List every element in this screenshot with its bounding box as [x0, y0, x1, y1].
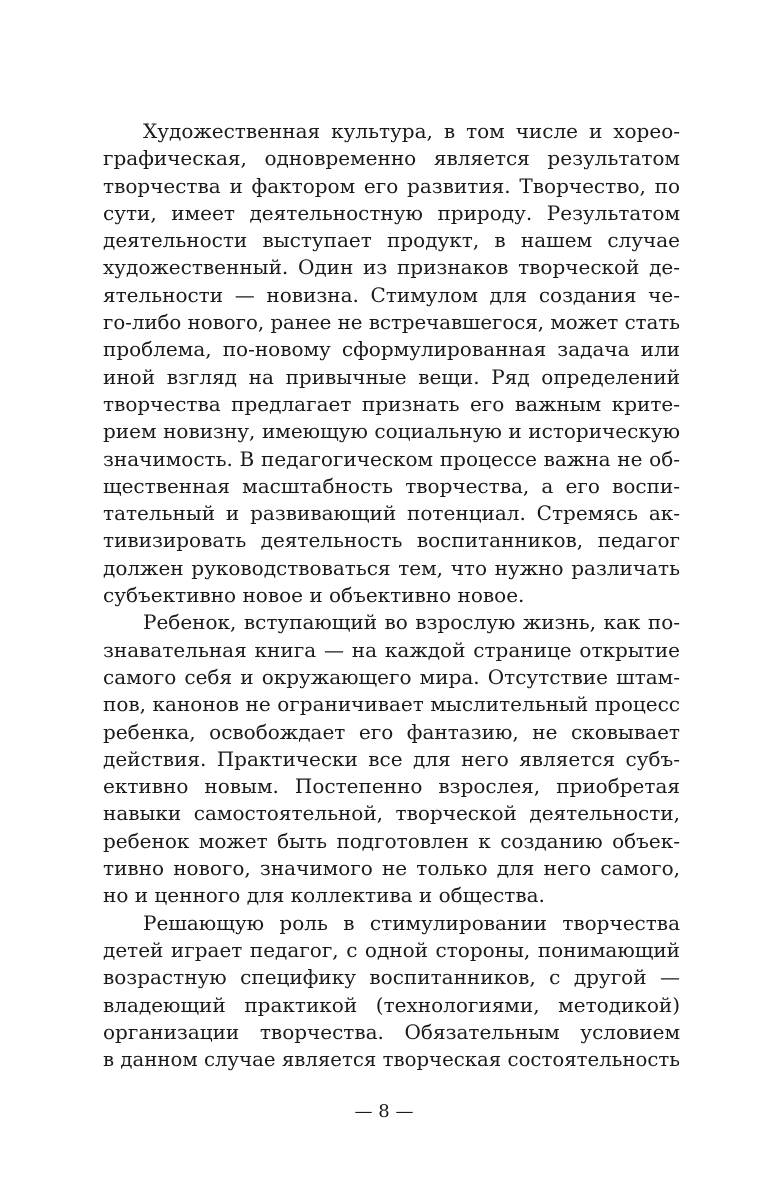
paragraph-1-line-13: значимость. В педагогическом процессе важна не об- — [103, 446, 680, 471]
paragraph-3-line-6: в данном случае является творческая состоятельность — [103, 1048, 680, 1072]
paragraph-2-line-1: Ребенок, вступающий во взрослую жизнь, как по- — [143, 610, 680, 635]
paragraph-1-line-11: творчества предлагает признать его важным крите- — [103, 391, 680, 416]
paragraph-1-line-6: художественный. Один из признаков творческой де- — [103, 255, 680, 280]
paragraph-1-line-17: должен руководствоваться тем, что нужно различать — [103, 555, 680, 580]
paragraph-1-line-10: иной взгляд на привычные вещи. Ряд определений — [103, 364, 680, 389]
paragraph-1-line-5: деятельности выступает продукт, в нашем случае — [103, 228, 680, 253]
paragraph-1-line-7: ятельности — новизна. Стимулом для создания че- — [103, 282, 680, 307]
paragraph-1-line-18: субъективно новое и объективно новое. — [103, 583, 525, 608]
paragraph-2-line-9: ребенок может быть подготовлен к созданию объек- — [103, 828, 680, 853]
paragraph-1-line-14: щественная масштабность творчества, а его воспи- — [103, 473, 680, 498]
paragraph-1-line-9: проблема, по-новому сформулированная задача или — [103, 337, 680, 362]
paragraph-1-line-15: тательный и развивающий потенциал. Стремясь ак- — [103, 501, 680, 526]
paragraph-1-line-4: сути, имеет деятельностную природу. Результатом — [103, 200, 680, 225]
paragraph-1-line-2: графическая, одновременно является результатом — [103, 146, 680, 171]
paragraph-1-line-8: го-либо нового, ранее не встречавшегося, может стать — [103, 311, 680, 335]
paragraph-3-line-2: детей играет педагог, с одной стороны, понимающий — [103, 937, 680, 962]
paragraph-2-line-4: пов, канонов не ограничивает мыслительный процесс — [103, 692, 680, 717]
paragraph-3-line-4: владеющий практикой (технологиями, методикой) — [103, 992, 680, 1017]
page-number: — 8 — — [354, 1101, 414, 1122]
body-text — [103, 118, 680, 1073]
paragraph-2-line-8: навыки самостоятельной, творческой деятельности, — [103, 801, 680, 826]
paragraph-2-line-2: знавательная книга — на каждой странице открытие — [103, 637, 680, 662]
paragraph-3-line-3: возрастную специфику воспитанников, с другой — — [103, 965, 680, 990]
paragraph-1-line-12: рием новизну, имеющую социальную и историческую — [103, 419, 680, 444]
paragraph-3-line-5: организации творчества. Обязательным условием — [103, 1019, 680, 1044]
paragraph-2-line-5: ребенка, освобождает его фантазию, не сковывает — [103, 719, 680, 744]
paragraph-3-line-1: Решающую роль в стимулировании творчества — [143, 910, 680, 935]
paragraph-2-line-10: тивно нового, значимого не только для него самого, — [103, 856, 680, 881]
paragraph-2-line-11: но и ценного для коллектива и общества. — [103, 883, 545, 908]
paragraph-1-line-16: тивизировать деятельность воспитанников, педагог — [103, 528, 680, 553]
paragraph-1-line-1: Художественная культура, в том числе и хорео- — [143, 119, 680, 143]
paragraph-2-line-3: самого себя и окружающего мира. Отсутствие штам- — [103, 664, 680, 689]
paragraph-1-line-3: творчества и фактором его развития. Творчество, по — [103, 173, 680, 198]
paragraph-2-line-7: ективно новым. Постепенно взрослея, приобретая — [103, 774, 680, 799]
paragraph-2-line-6: действия. Практически все для него является субъ- — [103, 746, 680, 771]
